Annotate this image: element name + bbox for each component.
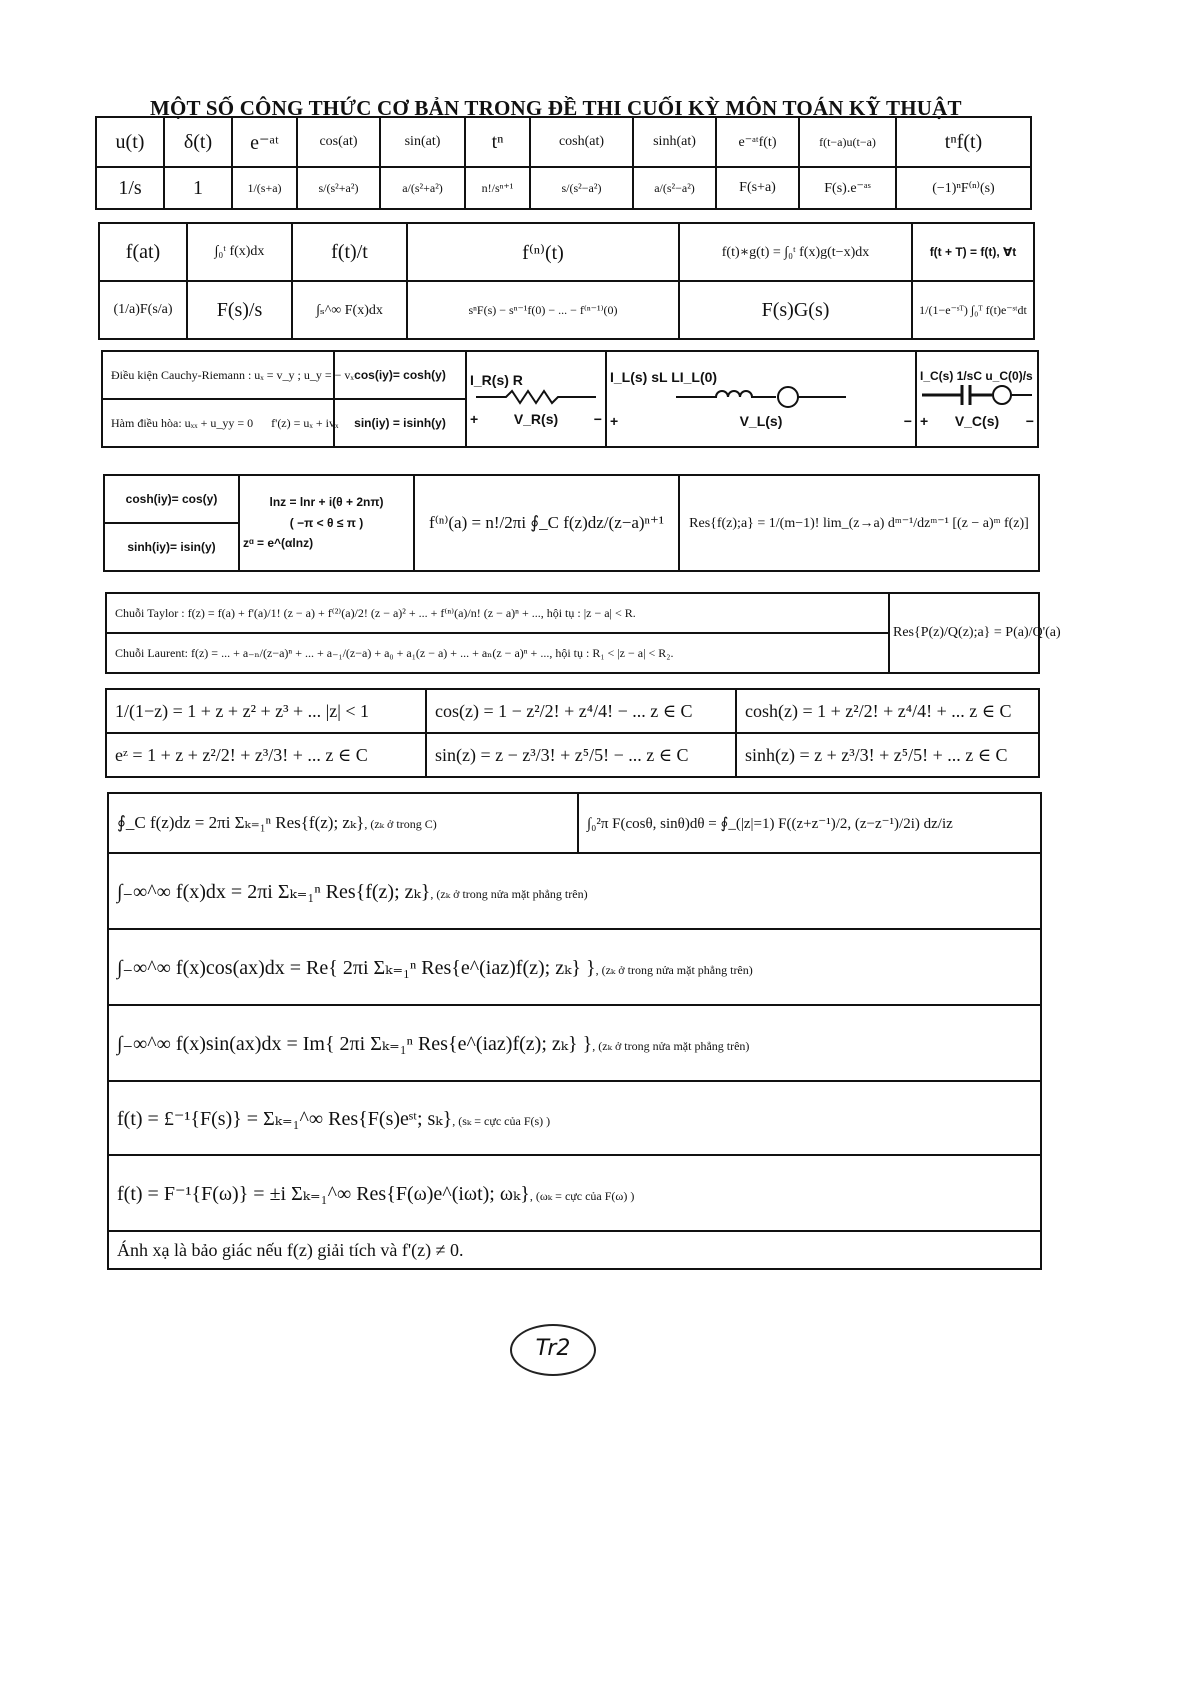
sin-integral-formula: ∫₋∞^∞ f(x)sin(ax)dx = Im{ 2πi Σₖ₌₁ⁿ Res{e^(iaz)f(z); zₖ} } [117,1032,593,1055]
cauchy-integral-formula: f⁽ⁿ⁾(a) = n!/2πi ∮_C f(z)dz/(z−a)ⁿ⁺¹ [414,475,679,571]
laplace-tr-10: (−1)ⁿF⁽ⁿ⁾(s) [896,167,1031,209]
improper-integral [108,853,1041,929]
laplace-fn-10: tⁿf(t) [896,117,1031,167]
laplace-fn-0: u(t) [96,117,164,167]
laplace-tr-2: 1/(s+a) [232,167,297,209]
theta-range: ( −π < θ ≤ π ) [289,515,364,530]
laplace-fn-5: tⁿ [465,117,530,167]
prop-tr-1: F(s)/s [187,281,292,339]
laplace-fn-9: f(t−a)u(t−a) [799,117,896,167]
trig-integral: ∫₀²π F(cosθ, sinθ)dθ = ∮_(|z|=1) F((z+z⁻¹)/2, (z−z⁻¹)/2i) dz/iz [578,793,1041,853]
sinh-iy-identity: sinh(iy)= isin(y) [104,523,239,571]
maclaurin-table [105,688,1040,778]
capacitor-element [916,351,1038,447]
improper-integral-formula: ∫₋∞^∞ f(x)dx = 2πi Σₖ₌₁ⁿ Res{f(z); zₖ} [117,880,431,903]
laplace-table [95,116,1032,210]
complex-power: zᵅ = e^(αlnz) [243,536,314,551]
prop-fn-5: f(t + T) = f(t), ∀t [912,223,1034,281]
laplace-tr-4: a/(s²+a²) [380,167,465,209]
laplace-tr-8: F(s+a) [716,167,799,209]
cos-integral-note: , (zₖ ở trong nửa mặt phẳng trên) [595,962,753,977]
page-number-stamp: Tr2 [510,1324,596,1376]
prop-tr-0: (1/a)F(s/a) [99,281,187,339]
laplace-fn-8: e⁻ᵃᵗf(t) [716,117,799,167]
prop-tr-5: 1/(1−e⁻ˢᵀ) ∫₀ᵀ f(t)e⁻ˢᵗdt [912,281,1034,339]
page-title: MỘT SỐ CÔNG THỨC CƠ BẢN TRONG ĐỀ THI CUỐI KỲ MÔN TOÁN KỸ THUẬT [150,96,962,120]
inductor-element [606,351,916,447]
sin-integral [108,1005,1041,1081]
resistor-minus: − [593,410,602,427]
laplace-props-table [98,222,1035,340]
laplace-fn-1: δ(t) [164,117,232,167]
laplace-fn-4: sin(at) [380,117,465,167]
sin-integral-note: , (zₖ ở trong nửa mặt phẳng trên) [592,1038,750,1053]
prop-fn-0: f(at) [99,223,187,281]
laplace-fn-3: cos(at) [297,117,380,167]
complex-functions-table [103,474,1040,572]
cosh-series: cosh(z) = 1 + z²/2! + z⁴/4! + ... z ∈ C [736,689,1039,733]
prop-tr-4: F(s)G(s) [679,281,912,339]
laplace-fn-6: cosh(at) [530,117,633,167]
geometric-series: 1/(1−z) = 1 + z + z² + z³ + ... |z| < 1 [106,689,426,733]
cauchy-riemann-condition: Điều kiện Cauchy-Riemann : uₓ = v_y ; u_y = − vₓ [102,351,334,399]
prop-fn-2: f(t)/t [292,223,407,281]
cosh-iy-identity: cosh(iy)= cos(y) [104,475,239,523]
resistor-top-label: I_R(s) R [470,371,523,388]
laplace-tr-0: 1/s [96,167,164,209]
prop-fn-3: f⁽ⁿ⁾(t) [407,223,679,281]
resistor-bottom-label: V_R(s) [513,410,559,427]
laurent-series: Chuỗi Laurent: f(z) = ... + a₋ₙ/(z−a)ⁿ + ... + a₋₁/(z−a) + a₀ + a₁(z − a) + ... + aₙ(z − a)ⁿ + ..., hội tụ : R₁ < |z − a| < R₂. [106,633,889,673]
capacitor-bottom-label: V_C(s) [954,413,1000,429]
prop-tr-3: sⁿF(s) − sⁿ⁻¹f(0) − ... − f⁽ⁿ⁻¹⁾(0) [407,281,679,339]
laplace-tr-7: a/(s²−a²) [633,167,716,209]
complex-log-formula: lnz = lnr + i(θ + 2nπ) [269,495,384,510]
harmonic-function: Hàm điều hòa: uₓₓ + u_yy = 0 f'(z) = uₓ + ivₓ [102,399,334,447]
prop-fn-4: f(t)∗g(t) = ∫₀ᵗ f(x)g(t−x)dx [679,223,912,281]
inverse-fourier [108,1155,1041,1231]
improper-integral-note: , (zₖ ở trong nửa mặt phẳng trên) [430,886,588,901]
sinh-series: sinh(z) = z + z³/3! + z⁵/5! + ... z ∈ C [736,733,1039,777]
conformal-mapping: Ánh xạ là bảo giác nếu f(z) giải tích và f'(z) ≠ 0. [108,1231,1041,1269]
taylor-series: Chuỗi Taylor : f(z) = f(a) + f'(a)/1! (z − a) + f⁽²⁾(a)/2! (z − a)² + ... + f⁽ⁿ⁾(a)/n! (z − a)ⁿ + ..., hội tụ : |z − a| < R. [106,593,889,633]
cos-iy-identity: cos(iy)= cosh(y) [334,351,466,399]
prop-tr-2: ∫ₛ^∞ F(x)dx [292,281,407,339]
resistor-plus: + [470,410,479,427]
simple-pole-residue: Res{P(z)/Q(z);a} = P(a)/Q'(a) [889,593,1039,673]
laplace-tr-1: 1 [164,167,232,209]
laplace-fn-7: sinh(at) [633,117,716,167]
sin-series: sin(z) = z − z³/3! + z⁵/5! − ... z ∈ C [426,733,736,777]
inverse-laplace [108,1081,1041,1155]
complex-log [239,475,414,571]
inductor-minus: − [903,413,912,429]
inverse-laplace-formula: f(t) = £⁻¹{F(s)} = Σₖ₌₁^∞ Res{F(s)eˢᵗ; sₖ} [117,1107,453,1130]
inductor-bottom-label: V_L(s) [739,413,783,429]
cos-integral-formula: ∫₋∞^∞ f(x)cos(ax)dx = Re{ 2πi Σₖ₌₁ⁿ Res{e^(iaz)f(z); zₖ} } [117,956,596,979]
laplace-tr-3: s/(s²+a²) [297,167,380,209]
laplace-tr-5: n!/sⁿ⁺¹ [465,167,530,209]
inductor-top-label: I_L(s) sL LI_L(0) [610,369,718,385]
cos-integral [108,929,1041,1005]
derivative-formula: f'(z) = uₓ + ivₓ [271,415,339,430]
capacitor-icon [922,383,1032,407]
prop-fn-1: ∫₀ᵗ f(x)dx [187,223,292,281]
inverse-fourier-formula: f(t) = F⁻¹{F(ω)} = ±i Σₖ₌₁^∞ Res{F(ω)e^(iωt); ωₖ} [117,1182,530,1205]
series-table [105,592,1061,674]
capacitor-minus: − [1025,413,1034,429]
laplace-tr-6: s/(s²−a²) [530,167,633,209]
laplace-tr-9: F(s).e⁻ᵃˢ [799,167,896,209]
resistor-icon [476,389,596,405]
resistor-element [466,351,606,447]
cos-series: cos(z) = 1 − z²/2! + z⁴/4! − ... z ∈ C [426,689,736,733]
residue-pole-formula: Res{f(z);a} = 1/(m−1)! lim_(z→a) dᵐ⁻¹/dzᵐ⁻¹ [(z − a)ᵐ f(z)] [679,475,1039,571]
sin-iy-identity: sin(iy) = isinh(y) [334,399,466,447]
contour-integral [108,793,578,853]
inductor-plus: + [610,413,619,429]
exp-series: eᶻ = 1 + z + z²/2! + z³/3! + ... z ∈ C [106,733,426,777]
residue-applications-table [107,792,1042,1270]
inverse-fourier-note: , (ωₖ = cực của F(ω) ) [529,1188,635,1203]
laplace-fn-2: e⁻ᵃᵗ [232,117,297,167]
cauchy-riemann-table [101,350,1039,448]
capacitor-top-label: I_C(s) 1/sC u_C(0)/s [920,369,1033,383]
contour-integral-note: , (zₖ ở trong C) [364,817,437,831]
inductor-icon [676,385,846,407]
contour-integral-formula: ∮_C f(z)dz = 2πi Σₖ₌₁ⁿ Res{f(z); zₖ} [117,813,365,832]
capacitor-plus: + [920,413,929,429]
inverse-laplace-note: , (sₖ = cực của F(s) ) [452,1113,551,1128]
